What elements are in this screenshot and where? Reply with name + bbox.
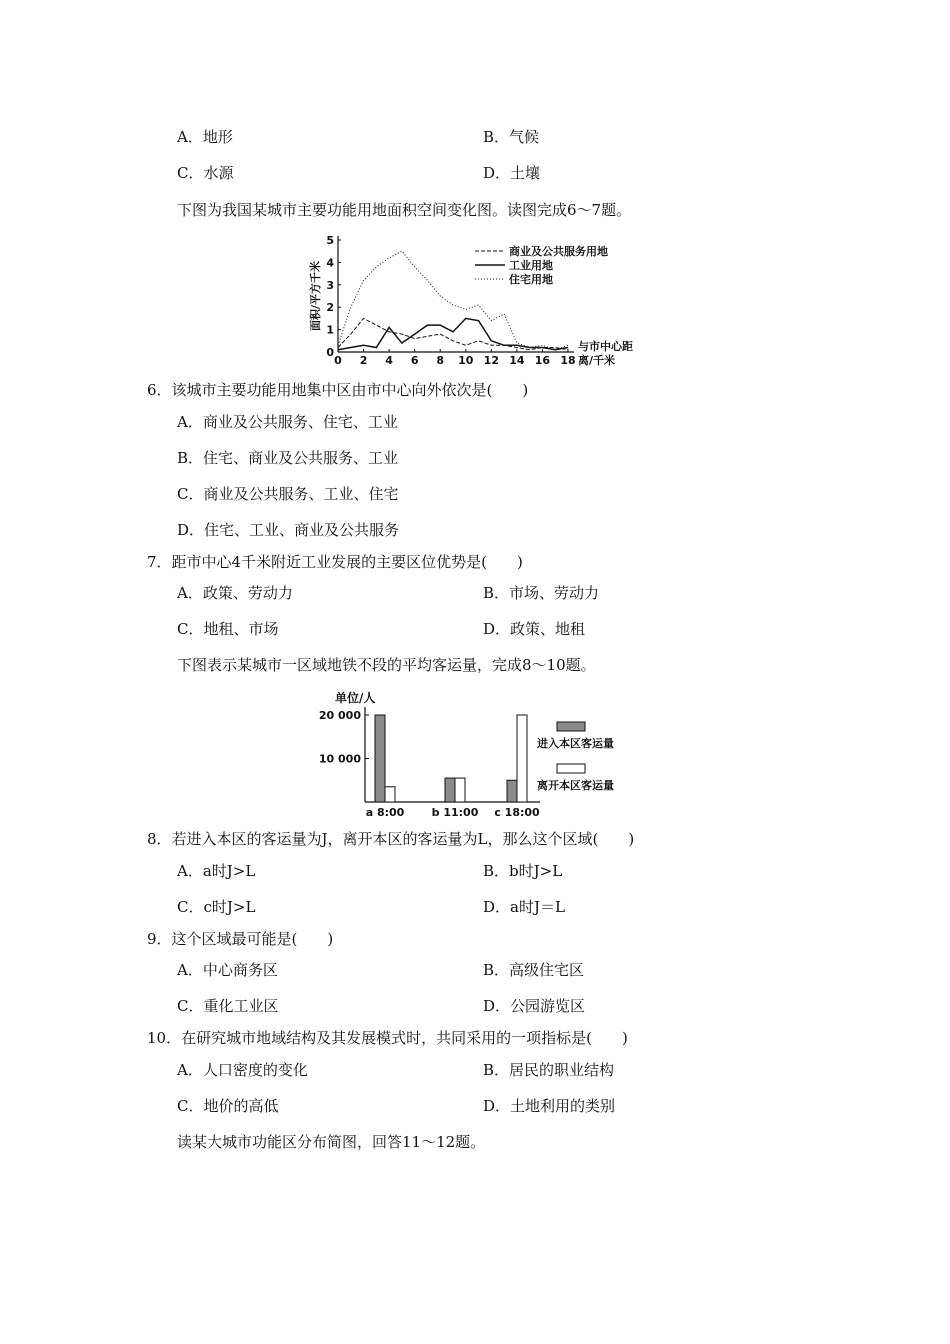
q9-option-a: A．中心商务区 [177, 961, 278, 979]
bar-in [507, 780, 517, 802]
legend-swatch [557, 722, 585, 731]
q9-option-b: B．高级住宅区 [483, 961, 585, 979]
x-tick-label: 18 [560, 354, 576, 367]
y-tick-label: 4 [326, 256, 334, 270]
y-tick-label: 10 000 [318, 752, 361, 766]
q6-option-b: B．住宅、商业及公共服务、工业 [177, 449, 399, 467]
q10-option-d: D．土地利用的类别 [483, 1097, 616, 1115]
series-line-1 [338, 318, 568, 349]
y-tick-label: 2 [326, 301, 334, 315]
q10-option-a: A．人口密度的变化 [177, 1061, 308, 1079]
x-tick-label: 10 [458, 354, 474, 367]
x-tick-label: 12 [483, 354, 499, 367]
legend-label: 离开本区客运量 [537, 779, 614, 792]
q5-option-d: D．土壤 [483, 164, 541, 182]
q6-option-d: D．住宅、工业、商业及公共服务 [177, 521, 400, 539]
y-tick-label: 1 [326, 323, 334, 337]
q7-option-d: D．政策、地租 [483, 620, 586, 638]
q7-option-a: A．政策、劳动力 [177, 584, 293, 602]
x-axis-label: 离/千米 [578, 354, 616, 367]
x-tick-label: 16 [534, 354, 551, 367]
x-tick-label: 14 [509, 354, 525, 367]
land-use-line-chart [305, 235, 645, 375]
x-tick-label: 0 [334, 354, 342, 367]
x-tick-label: c 18:00 [494, 806, 540, 819]
intro-6-7: 下图为我国某城市主要功能用地面积空间变化图。读图完成6～7题。 [177, 201, 632, 219]
bar-in [375, 715, 385, 802]
bar-out [517, 715, 527, 802]
q9-option-c: C．重化工业区 [177, 997, 279, 1015]
q8-option-a: A．a时J>L [177, 862, 256, 880]
q10-stem: 10．在研究城市地域结构及其发展模式时，共同采用的一项指标是( ) [147, 1029, 628, 1047]
q8-option-b: B．b时J>L [483, 862, 563, 880]
bar-out [385, 787, 395, 802]
q5-option-a: A．地形 [177, 128, 233, 146]
intro-8-10: 下图表示某城市一区域地铁不段的平均客运量，完成8～10题。 [177, 656, 596, 674]
x-axis-label: 与市中心距 [578, 340, 633, 353]
q8-option-d: D．a时J＝L [483, 898, 565, 916]
x-tick-label: 8 [436, 354, 445, 367]
q6-option-c: C．商业及公共服务、工业、住宅 [177, 485, 399, 503]
q8-option-c: C．c时J>L [177, 898, 256, 916]
y-axis-label: 面积/平方千米 [309, 260, 322, 332]
y-axis-label: 单位/人 [335, 691, 376, 705]
y-tick-label: 0 [326, 346, 334, 359]
q6-option-a: A．商业及公共服务、住宅、工业 [177, 413, 398, 431]
bar-out [455, 778, 465, 802]
legend-label: 工业用地 [509, 259, 553, 272]
passenger-bar-chart [305, 687, 645, 822]
y-tick-label: 3 [326, 278, 334, 292]
y-tick-label: 5 [326, 235, 334, 247]
legend-label: 住宅用地 [509, 273, 553, 286]
x-tick-label: 2 [359, 354, 368, 367]
q5-option-c: C．水源 [177, 164, 234, 182]
legend-label: 商业及公共服务用地 [509, 245, 608, 258]
q9-option-d: D．公园游览区 [483, 997, 586, 1015]
q7-stem: 7．距市中心4千米附近工业发展的主要区位优势是( ) [147, 553, 523, 571]
bar-in [445, 778, 455, 802]
legend-swatch [557, 764, 585, 773]
q10-option-c: C．地价的高低 [177, 1097, 279, 1115]
q7-option-b: B．市场、劳动力 [483, 584, 600, 602]
q8-stem: 8．若进入本区的客运量为J，离开本区的客运量为L，那么这个区域( ) [147, 830, 635, 848]
q10-option-b: B．居民的职业结构 [483, 1061, 615, 1079]
x-tick-label: a 8:00 [365, 806, 405, 819]
y-tick-label: 20 000 [318, 709, 361, 722]
q9-stem: 9．这个区域最可能是( ) [147, 930, 334, 948]
x-tick-label: 4 [385, 354, 393, 367]
q6-stem: 6．该城市主要功能用地集中区由市中心向外依次是( ) [147, 381, 529, 399]
x-tick-label: b 11:00 [431, 806, 479, 819]
x-tick-label: 6 [410, 354, 419, 367]
intro-11-12: 读某大城市功能区分布简图，回答11～12题。 [177, 1133, 486, 1151]
q5-option-b: B．气候 [483, 128, 540, 146]
q7-option-c: C．地租、市场 [177, 620, 279, 638]
legend-label: 进入本区客运量 [537, 737, 614, 750]
